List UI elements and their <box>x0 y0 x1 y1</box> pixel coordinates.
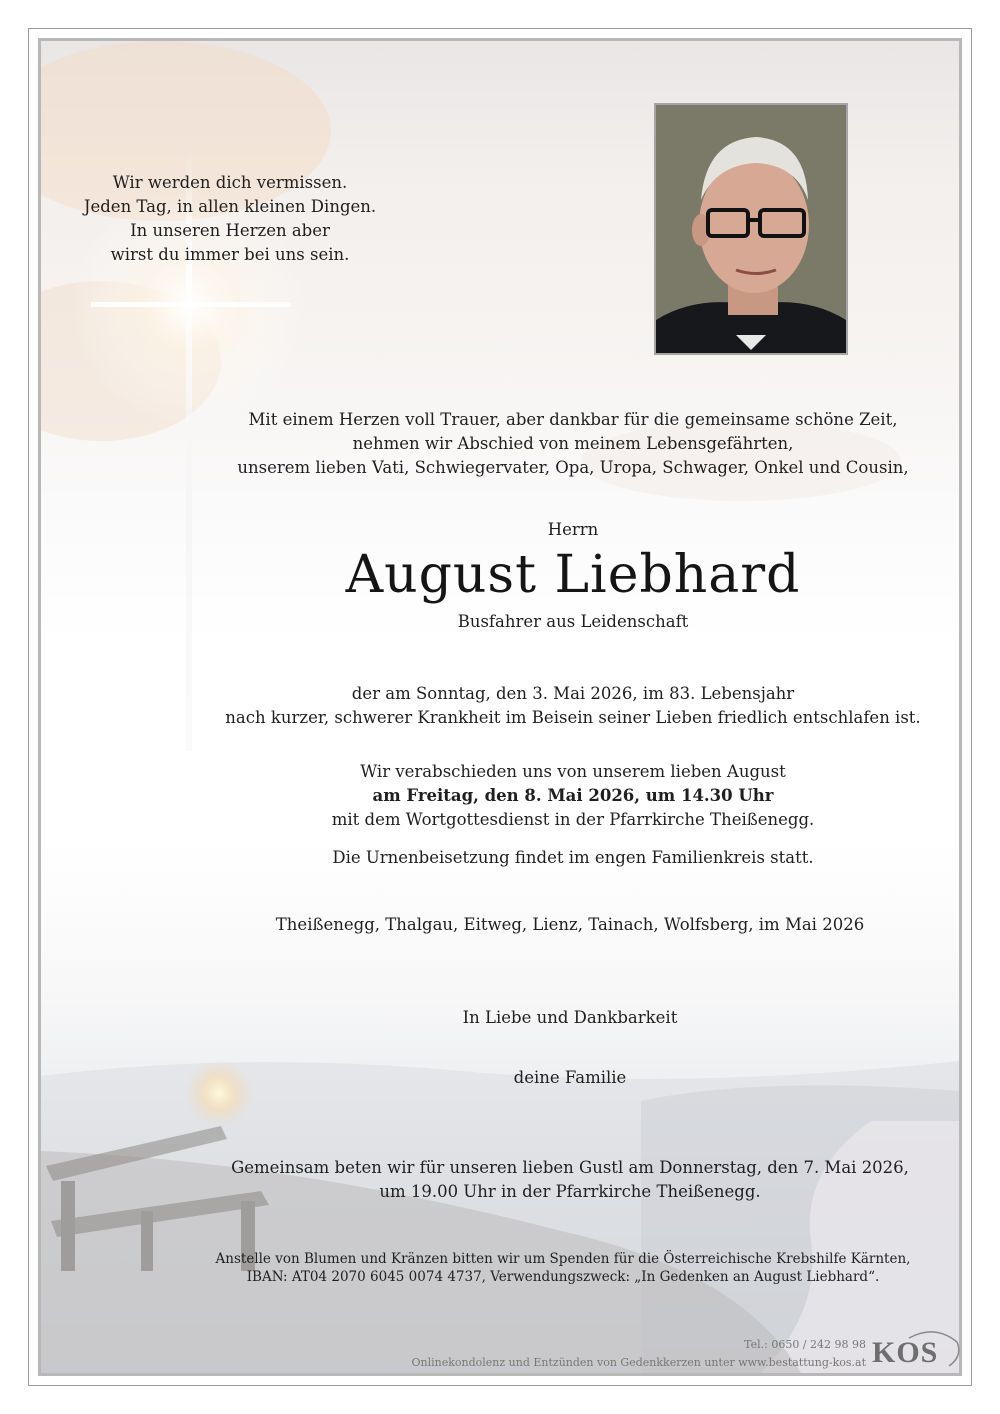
death-line: der am Sonntag, den 3. Mai 2026, im 83. Lebensjahr <box>351 684 795 703</box>
death-line: nach kurzer, schwerer Krankheit im Beisein seiner Lieben friedlich entschlafen ist. <box>225 708 921 727</box>
kos-logo: KOS <box>872 1336 939 1369</box>
intro-line: Mit einem Herzen voll Trauer, aber dankbar für die gemeinsame schöne Zeit, <box>248 410 898 429</box>
death-notice <box>0 682 1000 730</box>
donation-notice <box>0 1250 1000 1286</box>
prayer-line: um 19.00 Uhr in der Pfarrkirche Theißenegg. <box>379 1182 761 1201</box>
prayer-notice <box>0 1156 1000 1204</box>
places-line: Theißenegg, Thalgau, Eitweg, Lienz, Tainach, Wolfsberg, im Mai 2026 <box>275 915 865 934</box>
urn-notice: Die Urnenbeisetzung findet im engen Familienkreis statt. <box>332 848 814 867</box>
donation-line: Anstelle von Blumen und Kränzen bitten wir um Spenden für die Österreichische Krebshilfe Kärnten, <box>215 1251 911 1267</box>
poem <box>0 171 1000 267</box>
kos-logo-arc <box>905 1328 961 1372</box>
farewell-date: am Freitag, den 8. Mai 2026, um 14.30 Uhr <box>372 786 774 805</box>
poem-line: Wir werden dich vermissen. <box>112 173 348 192</box>
closing-line: In Liebe und Dankbarkeit <box>462 1008 678 1027</box>
poem-line: In unseren Herzen aber <box>130 221 330 240</box>
footer-phone: Tel.: 0650 / 242 98 98 <box>744 1338 866 1351</box>
farewell-line: mit dem Wortgottesdienst in der Pfarrkirche Theißenegg. <box>331 810 815 829</box>
poem-line: Jeden Tag, in allen kleinen Dingen. <box>83 197 377 216</box>
intro-line: nehmen wir Abschied von meinem Lebensgefährten, <box>352 434 794 453</box>
intro-line: unserem lieben Vati, Schwiegervater, Opa, Uropa, Schwager, Onkel und Cousin, <box>237 458 909 477</box>
farewell-line: Wir verabschieden uns von unserem lieben August <box>360 762 786 781</box>
deceased-subtitle: Busfahrer aus Leidenschaft <box>457 612 689 631</box>
prayer-line: Gemeinsam beten wir für unseren lieben Gustl am Donnerstag, den 7. Mai 2026, <box>231 1158 909 1177</box>
salutation: Herrn <box>547 520 599 539</box>
poem-line: wirst du immer bei uns sein. <box>110 245 350 264</box>
deceased-name: August Liebhard <box>345 545 801 605</box>
intro-block <box>0 408 1000 480</box>
donation-line: IBAN: AT04 2070 6045 0074 4737, Verwendungszweck: „In Gedenken an August Liebhard“. <box>246 1269 880 1285</box>
cross-horizontal-beam <box>91 302 291 307</box>
footer-online-link[interactable]: Onlinekondolenz und Entzünden von Gedenkkerzen unter www.bestattung-kos.at <box>411 1356 866 1369</box>
farewell-notice <box>0 760 1000 832</box>
signature-line: deine Familie <box>513 1068 627 1087</box>
